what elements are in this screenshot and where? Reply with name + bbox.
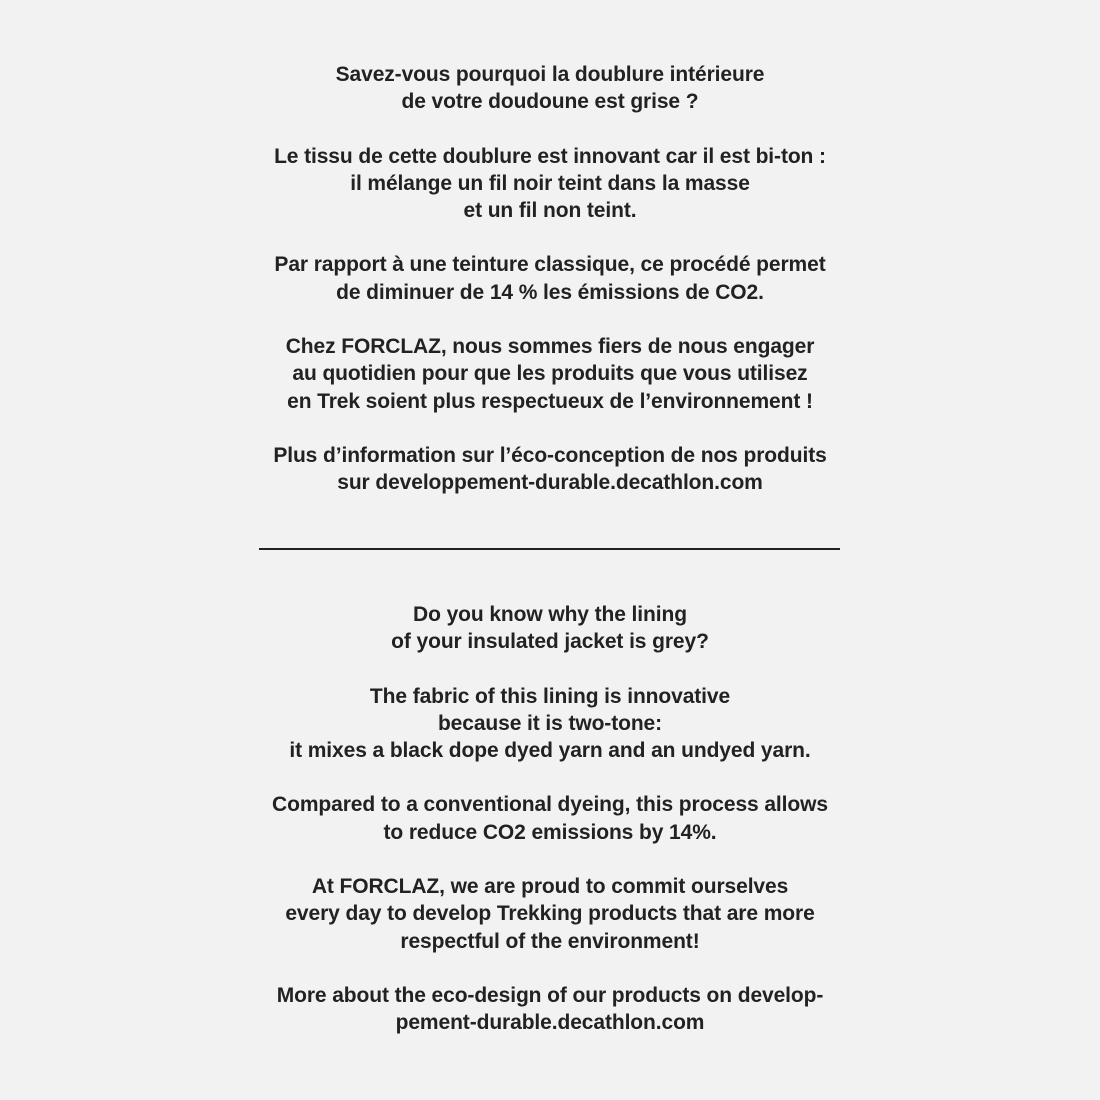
- french-paragraph-question: [0, 61, 1100, 116]
- french-section: [0, 61, 1100, 497]
- english-paragraph-question: [0, 601, 1100, 656]
- text-line: sur developpement-durable.decathlon.com: [337, 471, 763, 495]
- text-line: every day to develop Trekking products that are more: [285, 902, 815, 926]
- text-line: because it is two-tone:: [437, 711, 663, 735]
- text-line: of your insulated jacket is grey?: [391, 630, 709, 654]
- text-line: The fabric of this lining is innovative: [369, 684, 731, 708]
- section-divider: [259, 548, 840, 550]
- text-line: Plus d’information sur l’éco-conception de nos produits: [273, 443, 827, 467]
- text-line: Chez FORCLAZ, nous sommes fiers de nous engager: [285, 335, 815, 359]
- text-line: At FORCLAZ, we are proud to commit ourselves: [311, 875, 789, 899]
- text-line: Compared to a conventional dyeing, this process allows: [272, 793, 828, 817]
- text-line: Le tissu de cette doublure est innovant car il est bi-ton :: [274, 144, 826, 168]
- text-line: pement-durable.decathlon.com: [395, 1011, 705, 1035]
- text-line: Savez-vous pourquoi la doublure intérieure: [335, 63, 765, 86]
- text-line: Par rapport à une teinture classique, ce procédé permet: [274, 253, 826, 277]
- french-paragraph-commitment: [0, 333, 1100, 415]
- text-line: Do you know why the lining: [413, 603, 687, 626]
- french-paragraph-more-info: [0, 442, 1100, 497]
- text-line: respectful of the environment!: [400, 929, 700, 953]
- text-line: de diminuer de 14 % les émissions de CO2.: [336, 280, 764, 304]
- text-line: en Trek soient plus respectueux de l’environnement !: [287, 389, 813, 413]
- text-line: au quotidien pour que les produits que vous utilisez: [292, 362, 808, 386]
- text-line: de votre doudoune est grise ?: [401, 90, 699, 114]
- english-paragraph-commitment: [0, 873, 1100, 955]
- english-section: [0, 601, 1100, 1037]
- text-line: to reduce CO2 emissions by 14%.: [383, 820, 717, 844]
- french-paragraph-fabric: [0, 143, 1100, 225]
- text-line: et un fil non teint.: [463, 199, 637, 223]
- text-line: it mixes a black dope dyed yarn and an undyed yarn.: [289, 739, 811, 763]
- english-paragraph-fabric: [0, 683, 1100, 765]
- english-paragraph-more-info: [0, 982, 1100, 1037]
- english-paragraph-process: [0, 791, 1100, 846]
- text-line: More about the eco-design of our products on develop-: [276, 983, 824, 1007]
- french-paragraph-process: [0, 251, 1100, 306]
- text-line: il mélange un fil noir teint dans la masse: [350, 171, 750, 195]
